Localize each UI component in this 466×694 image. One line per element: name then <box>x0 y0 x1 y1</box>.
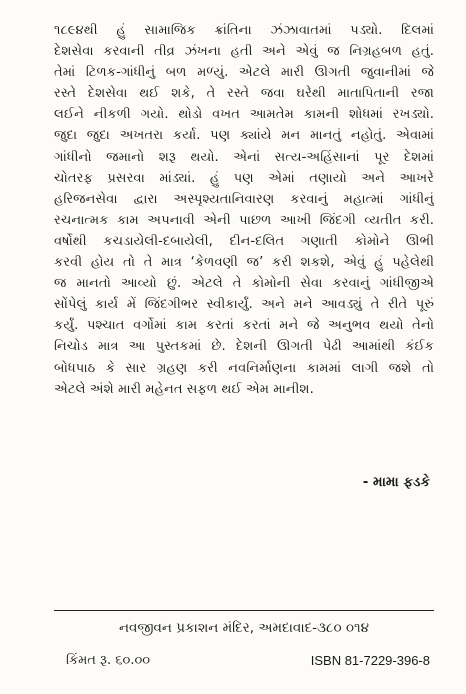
text-line: રસ્તે દેશસેવા થઈ શકે, તે રસ્તે જવા ઘરેથી માતાપિતાની રજા <box>54 86 434 102</box>
text-line: સોંપેલું કાર્ય મેં જિંદગીભર સ્વીકાર્યું. અને મને આવડ્યું તે રીતે પૂરું <box>54 297 434 313</box>
publisher-line: નવજીવન પ્રકાશન મંદિર, અમદાવાદ-૩૮૦ ૦૧૪ <box>119 620 369 636</box>
text-line: રચનાત્મક કામ અપનાવી એની પાછળ આખી જિંદગી વ્યતીત કરી. <box>54 212 434 228</box>
text-line: બોધપાઠ કે સાર ગ્રહણ કરી નવનિર્માણના કામમાં લાગી જશે તો <box>54 360 434 376</box>
text-line: જ માનતો આવ્યો છું. એટલે તે કોમોની સેવા કરવાનું ગાંધીજીએ <box>54 276 434 292</box>
text-line: વર્ષોથી કચડાયેલી-દબાયેલી, દીન-દલિત ગણાતી કોમોને ઊભી <box>54 233 434 249</box>
isbn-label: ISBN 81-7229-396-8 <box>310 653 430 668</box>
text-line: ચોતરફ પ્રસરવા માંડ્યાં. હું પણ એમાં તણાયો અને આખરે <box>54 170 434 186</box>
footer-divider <box>54 610 434 611</box>
text-line: દેશસેવા કરવાની તીવ્ર ઝંખના હતી અને એવું જ નિગ્રહબળ હતું. <box>54 44 434 60</box>
author-signature: - મામા ફડકે <box>362 474 430 490</box>
text-line: જુદા જુદા અખતરા કર્યા. પણ ક્યાંયે મન માનતું નહોતું. એવામાં <box>54 128 434 144</box>
text-line: હરિજનસેવા દ્વારા અસ્પૃશ્યતાનિવારણ કરવાનું મહાત્માં ગાંધીનું <box>54 191 434 207</box>
text-line: તેમાં ટિળક-ગાંધીનું બળ મળ્યું. એટલે મારી ઊગતી જુવાનીમાં જે <box>54 65 434 81</box>
text-line: ૧૮૯૪થી હું સામાજિક ક્રાંતિના ઝંઝાવાતમાં પડ્યો. દિલમાં <box>54 23 434 38</box>
text-line: કરવી હોય તો તે માત્ર ‘કેળવણી જ’ કરી શકશે, એવું હું પહેલેથી <box>54 255 434 271</box>
body-text <box>54 20 434 400</box>
text-line: કર્યું. પશ્ચાત વર્ગોમાં કામ કરતાં કરતાં મને જે અનુભવ થયો તેનો <box>54 318 434 334</box>
text-line: નિચોડ માત્ર આ પુસ્તકમાં છે. દેશની ઊગતી પેઢી આમાંથી કંઈક <box>54 339 434 355</box>
price-label: કિંમત રૂ. ૬૦.૦૦ <box>66 653 151 668</box>
text-line: લઈને નીકળી ગયો. થોડો વખત આમતેમ કામની શોધમાં રખડ્યો. <box>54 107 434 123</box>
text-line: એટલે અંશે મારી મહેનત સફળ થઈ એમ માનીશ. <box>54 381 314 397</box>
text-line: ગાંધીનો જમાનો શરૂ થયો. એનાં સત્ય-અહિંસાનાં પૂર દેશમાં <box>54 149 434 165</box>
